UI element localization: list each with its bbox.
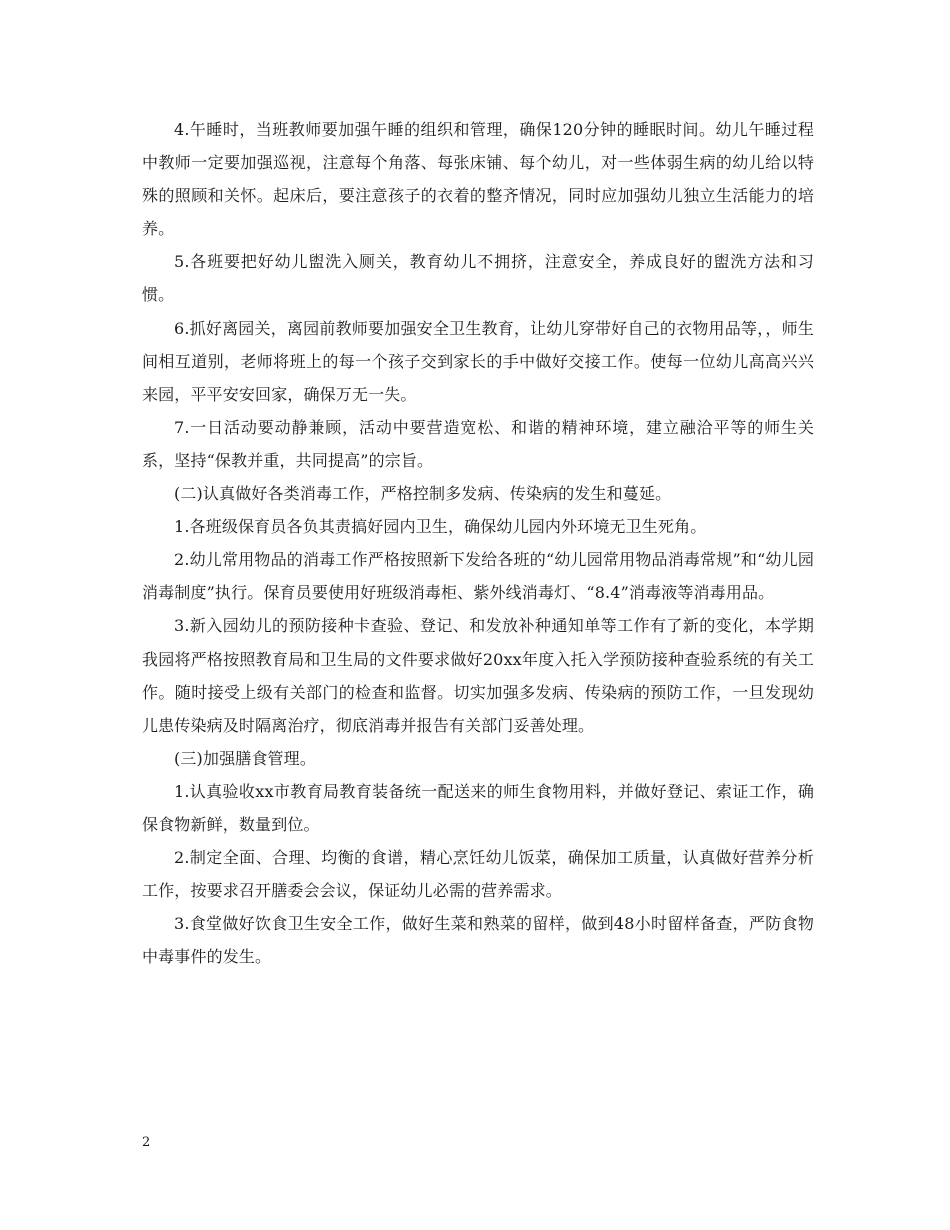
paragraph-food-inspection: 1.认真验收xx市教育局教育装备统一配送来的师生食物用料，并做好登记、索证工作，确保食物新鲜，数量到位。: [142, 781, 814, 834]
paragraph-vaccination: 3.新入园幼儿的预防接种卡查验、登记、和发放补种通知单等工作有了新的变化，本学期我园将严格按照教育局和卫生局的文件要求做好20xx年度入托入学预防接种查验系统的有关工作。随时接受上级有关部门的检查和监督。切实加强多发病、传染病的预防工作，一旦发现幼儿患传染病及时隔离治疗，彻底消毒并报告有关部门妥善处理。: [142, 616, 814, 735]
section-heading-meals: (三)加强膳食管理。: [174, 748, 316, 768]
paragraph-daily-activities: 7.一日活动要动静兼顾，活动中要营造宽松、和谐的精神环境，建立融洽平等的师生关系，坚持“保教并重，共同提高”的宗旨。: [142, 417, 814, 470]
paragraph-nap-management: 4.午睡时，当班教师要加强午睡的组织和管理，确保120分钟的睡眠时间。幼儿午睡过程中教师一定要加强巡视，注意每个角落、每张床铺、每个幼儿，对一些体弱生病的幼儿给以特殊的照顾和关怀。起床后，要注意孩子的衣着的整齐情况，同时应加强幼儿独立生活能力的培养。: [142, 120, 814, 239]
paragraph-menu-planning: 2.制定全面、合理、均衡的食谱，精心烹饪幼儿饭菜，确保加工质量，认真做好营养分析工作，按要求召开膳委会会议，保证幼儿必需的营养需求。: [142, 848, 814, 901]
document-body: [142, 113, 814, 973]
paragraph-departure: 6.抓好离园关，离园前教师要加强安全卫生教育，让幼儿穿带好自己的衣物用品等，，师生间相互道别，老师将班上的每一个孩子交到家长的手中做好交接工作。使每一位幼儿高高兴兴来园，平平安安回家，确保万无一失。: [142, 318, 814, 404]
paragraph-disinfection-rules: 2.幼儿常用物品的消毒工作严格按照新下发给各班的“幼儿园常用物品消毒常规”和“幼儿园消毒制度”执行。保育员要使用好班级消毒柜、紫外线消毒灯、“8.4”消毒液等消毒用品。: [142, 550, 814, 603]
page-number: 2: [142, 1135, 151, 1150]
paragraph-washroom: 5.各班要把好幼儿盥洗入厕关，教育幼儿不拥挤，注意安全，养成良好的盥洗方法和习惯。: [142, 252, 814, 305]
paragraph-food-safety: 3.食堂做好饮食卫生安全工作，做好生菜和熟菜的留样，做到48小时留样备查，严防食物中毒事件的发生。: [142, 914, 814, 967]
section-heading-disinfection: (二)认真做好各类消毒工作，严格控制多发病、传染病的发生和蔓延。: [174, 484, 672, 504]
paragraph-hygiene-duty: 1.各班级保育员各负其责搞好园内卫生，确保幼儿园内外环境无卫生死角。: [174, 517, 707, 537]
